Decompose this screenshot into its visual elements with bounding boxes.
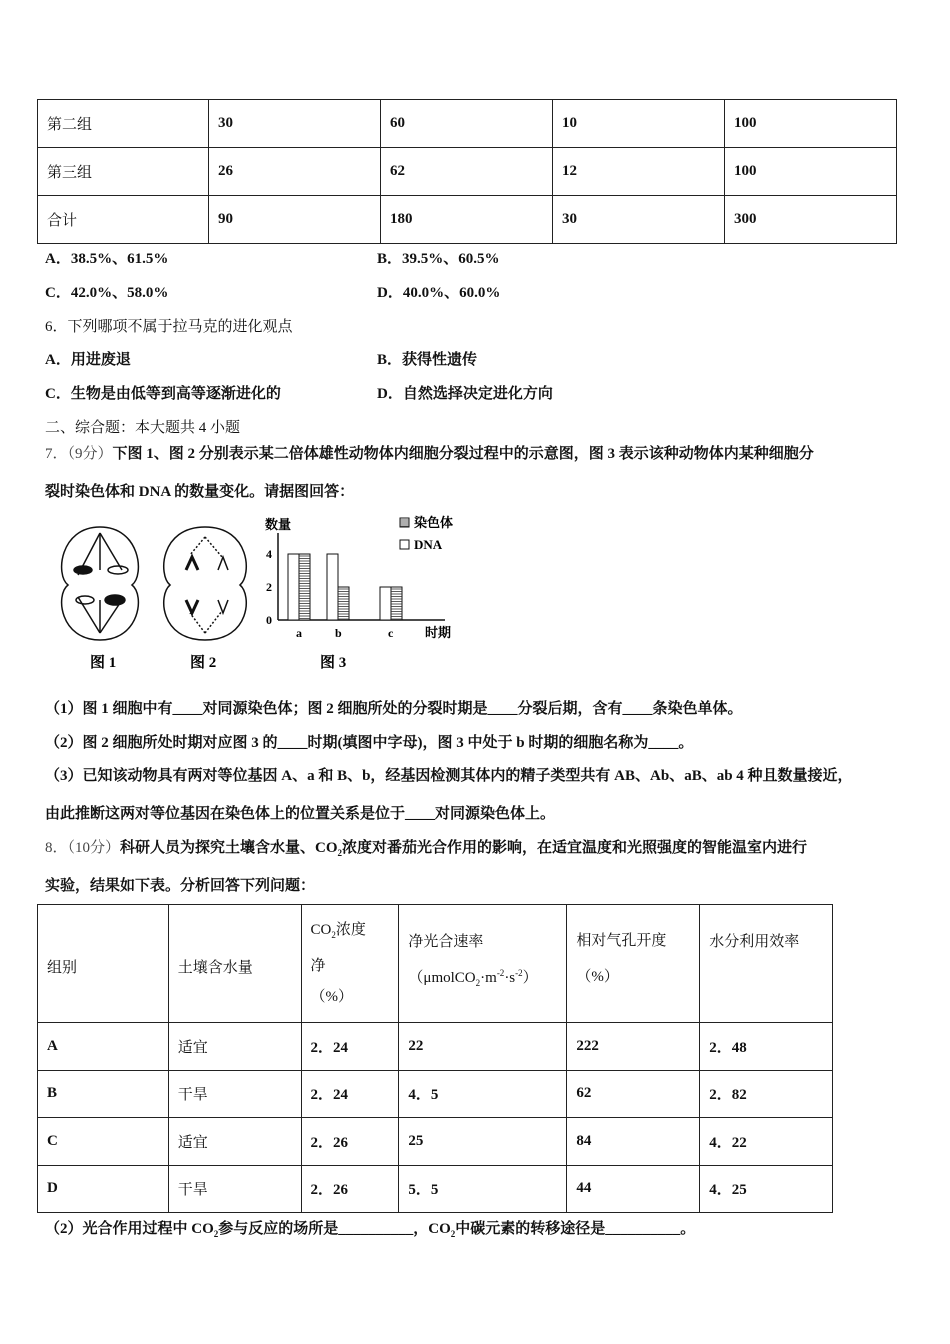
- table-cell: 2．26: [301, 1165, 399, 1213]
- table-cell: 30: [553, 196, 725, 244]
- table-cell: 适宜: [168, 1023, 301, 1071]
- table-cell: 62: [381, 148, 553, 196]
- table-cell: 44: [567, 1165, 700, 1213]
- legend-dna-swatch: [400, 540, 409, 549]
- table-cell: 10: [553, 100, 725, 148]
- q7-sub2: （2）图 2 细胞所处时期对应图 3 的____时期(填图中字母)，图 3 中处于 b 时期的细胞名称为____。: [45, 735, 694, 751]
- chromosome-bar: [338, 587, 349, 620]
- question-7-line1: [45, 442, 814, 463]
- figure-2-cell: [164, 527, 247, 640]
- question-8-line2: 实验，结果如下表。分析回答下列问题：: [45, 878, 316, 894]
- question-7-figures: [50, 515, 470, 675]
- table-cell: 180: [381, 196, 553, 244]
- q6-option-b: B．获得性遗传: [377, 352, 478, 368]
- header-co2: $CO_2$浓度 净 （%）: [301, 905, 399, 1023]
- section-heading: 二、综合题：本大题共 4 小题: [45, 420, 241, 436]
- dna-bar: [327, 554, 338, 620]
- q7-sub1: （1）图 1 细胞中有____对同源染色体；图 2 细胞所处的分裂时期是____分裂后期，含有____条染色单体。: [45, 701, 743, 717]
- table-row: [38, 148, 897, 196]
- table-cell: 2．26: [301, 1118, 399, 1166]
- table-cell: 300: [725, 196, 897, 244]
- table-cell: 222: [567, 1023, 700, 1071]
- option-c: C．42.0%、58.0%: [45, 285, 169, 301]
- table-cell: B: [38, 1070, 169, 1118]
- table-cell: 30: [209, 100, 381, 148]
- header-group: 组别: [38, 905, 169, 1023]
- table-row: [38, 1118, 833, 1166]
- table-cell: 22: [399, 1023, 567, 1071]
- question-number: 7．（9分）: [45, 446, 113, 462]
- photosynthesis-table: [37, 904, 833, 1213]
- figure-2-label: 图 2: [190, 655, 217, 671]
- chromosome-bar: [299, 554, 310, 620]
- table-cell: 84: [567, 1118, 700, 1166]
- x-tick-label: a: [296, 626, 302, 640]
- table-cell: 25: [399, 1118, 567, 1166]
- table-row: [38, 1070, 833, 1118]
- table-cell: 适宜: [168, 1118, 301, 1166]
- table-cell: D: [38, 1165, 169, 1213]
- table-cell: 5．5: [399, 1165, 567, 1213]
- x-tick-label: c: [388, 626, 394, 640]
- table-cell: 12: [553, 148, 725, 196]
- table-cell: 4．5: [399, 1070, 567, 1118]
- table-cell: 90: [209, 196, 381, 244]
- header-stomatal: 相对气孔开度 （%）: [567, 905, 700, 1023]
- x-axis-label: 时期: [425, 625, 452, 640]
- table-row: [38, 1165, 833, 1213]
- figure-3-label: 图 3: [320, 655, 347, 671]
- table-cell: 干旱: [168, 1070, 301, 1118]
- y-tick-label: 4: [266, 547, 272, 561]
- table-cell: 2．24: [301, 1023, 399, 1071]
- table-header-row: [38, 905, 833, 1023]
- question-8-line1: 8．（10分）科研人员为探究土壤含水量、$CO_2$浓度对番茄光合作用的影响，在适宜温度和光照强度的智能温室内进行: [45, 840, 808, 858]
- table-cell: 26: [209, 148, 381, 196]
- legend-dna-label: DNA: [414, 537, 443, 552]
- table-cell: 合计: [38, 196, 209, 244]
- figure-1-label: 图 1: [90, 655, 117, 671]
- q7-sub3-line2: 由此推断这两对等位基因在染色体上的位置关系是位于____对同源染色体上。: [45, 806, 556, 822]
- q6-option-a: A．用进废退: [45, 352, 131, 368]
- table-cell: 干旱: [168, 1165, 301, 1213]
- option-a: A．38.5%、61.5%: [45, 251, 169, 267]
- figure-1-cell: [62, 527, 139, 640]
- option-d: D．40.0%、60.0%: [377, 285, 501, 301]
- q6-option-d: D．自然选择决定进化方向: [377, 386, 553, 402]
- table-cell: 第二组: [38, 100, 209, 148]
- header-water-efficiency: 水分利用效率: [700, 905, 833, 1023]
- option-b: B．39.5%、60.5%: [377, 251, 500, 267]
- table-cell: C: [38, 1118, 169, 1166]
- legend-chromosome-label: 染色体: [414, 515, 454, 530]
- table-row: [38, 100, 897, 148]
- chromosome-bar: [391, 587, 402, 620]
- allele-count-table: [37, 99, 897, 244]
- table-row: [38, 196, 897, 244]
- header-soil-water: 土壤含水量: [168, 905, 301, 1023]
- header-net-photosynthesis: 净光合速率 $(\mu molCO_2\cdot m^{-2}\cdot s^{-2})$: [399, 905, 567, 1023]
- question-7-line2: 裂时染色体和 DNA 的数量变化。请据图回答：: [45, 484, 355, 500]
- table-cell: A: [38, 1023, 169, 1071]
- dna-bar: [288, 554, 299, 620]
- table-cell: 第三组: [38, 148, 209, 196]
- y-tick-label: 2: [266, 580, 272, 594]
- q8-sub2: （2）光合作用过程中 $CO_2$参与反应的场所是__________，$CO_2$中碳元素的转移途径是__________。: [45, 1221, 696, 1239]
- table-cell: 2．82: [700, 1070, 833, 1118]
- table-cell: 100: [725, 100, 897, 148]
- x-tick-label: b: [335, 626, 342, 640]
- table-cell: 62: [567, 1070, 700, 1118]
- q6-option-c: C．生物是由低等到高等逐渐进化的: [45, 386, 281, 402]
- table-cell: 2．48: [700, 1023, 833, 1071]
- y-tick-label: 0: [266, 613, 272, 627]
- table-cell: 4．25: [700, 1165, 833, 1213]
- question-6-stem: 6．下列哪项不属于拉马克的进化观点: [45, 319, 293, 335]
- table-cell: 4．22: [700, 1118, 833, 1166]
- q7-sub3-line1: （3）已知该动物具有两对等位基因 A、a 和 B、b，经基因检测其体内的精子类型共有 AB、Ab、aB、ab 4 种且数量接近，: [45, 768, 853, 784]
- table-cell: 2．24: [301, 1070, 399, 1118]
- table-row: [38, 1023, 833, 1071]
- dna-bar: [380, 587, 391, 620]
- table-cell: 60: [381, 100, 553, 148]
- table-cell: 100: [725, 148, 897, 196]
- y-axis-label: 数量: [265, 517, 292, 532]
- question-text: 下图 1、图 2 分别表示某二倍体雄性动物体内细胞分裂过程中的示意图，图 3 表示该种动物体内某种细胞分: [112, 446, 814, 462]
- figure-3-bar-chart: [265, 515, 453, 640]
